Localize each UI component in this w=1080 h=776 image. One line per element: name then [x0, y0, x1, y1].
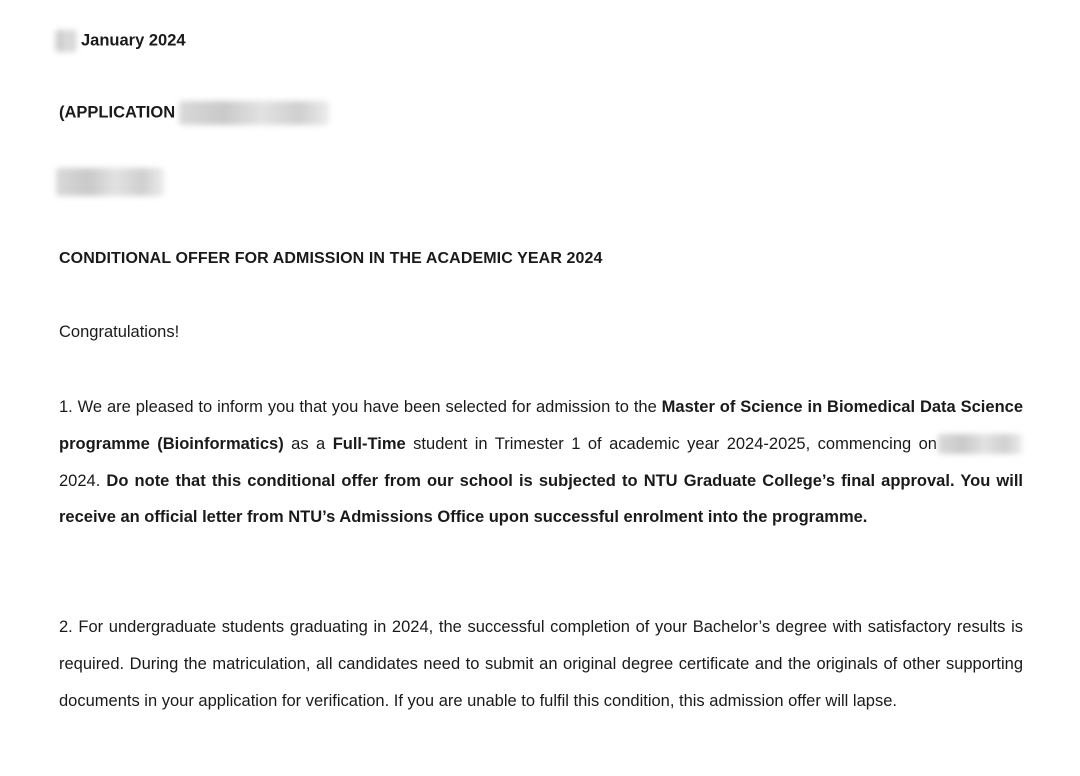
- programme-name: Master of Science in Biomedical Data Science programme (Bioinformatics): [59, 398, 1023, 453]
- greeting: Congratulations!: [59, 323, 180, 341]
- letter-heading: CONDITIONAL OFFER FOR ADMISSION IN THE ACADEMIC YEAR 2024: [59, 250, 603, 267]
- commencement-year: 2024.: [59, 471, 101, 490]
- redacted-day: [55, 30, 77, 52]
- application-label: (APPLICATION: [59, 103, 176, 122]
- para1-mid1: as a: [283, 434, 333, 453]
- study-mode: Full-Time: [332, 434, 406, 453]
- paragraph-1: [59, 389, 1023, 536]
- paragraph-2: 2. For undergraduate students graduating in 2024, the successful completion of your Bachelor’s degree with satisfactory results is required. During the matriculation, all candidates need to submit an original degree certificate and the originals of other supporting documents in your application for verification. If you are unable to fulfil this condition, this admission offer will lapse.: [59, 618, 1023, 710]
- date-text: January 2024: [81, 31, 186, 50]
- redacted-recipient-name: [56, 168, 164, 196]
- para1-mid2: student in Trimester 1 of academic year 2024-2025, commencing on: [405, 434, 937, 453]
- redacted-application-number: [179, 101, 329, 125]
- letter-date: [59, 30, 186, 52]
- conditional-note: Do note that this conditional offer from our school is subjected to NTU Graduate College’s final approval. You will receive an official letter from NTU’s Admissions Office upon successful enrolment into the programme.: [59, 471, 1023, 527]
- application-reference: [59, 101, 329, 125]
- redacted-commencement-date: [938, 434, 1022, 454]
- para1-lead: 1. We are pleased to inform you that you have been selected for admission to the: [59, 398, 662, 416]
